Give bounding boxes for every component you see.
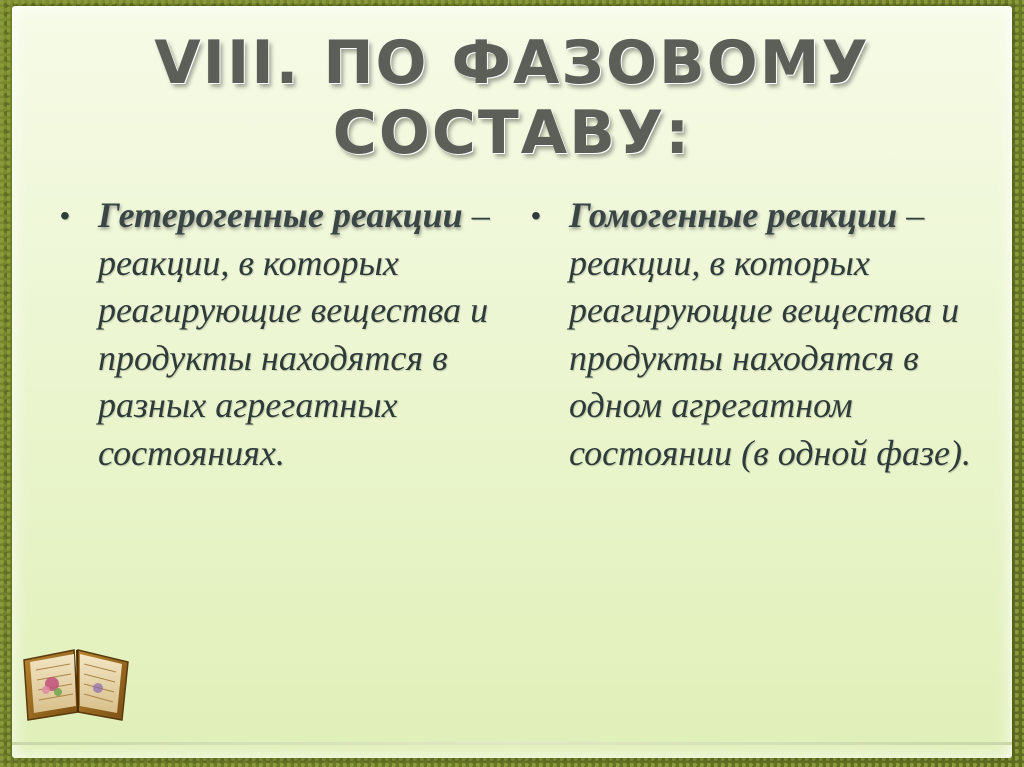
open-book-icon [18, 640, 136, 722]
bullet-marker: • [60, 200, 70, 231]
term-heterogeneous: Гетерогенные реакции [98, 195, 463, 235]
slide-title: VIII. ПО ФАЗОВОМУ СОСТАВУ: [154, 28, 870, 168]
definition-homogeneous: – реакции, в которых реагирующие вещества и продукты находятся в одном агрегатном состоянии (в одной фазе). [569, 195, 971, 473]
slide [12, 6, 1012, 758]
bullet-marker: • [531, 200, 541, 231]
definition-heterogeneous: – реакции, в которых реагирующие вещества и продукты находятся в разных агрегатных состояниях. [98, 195, 490, 473]
bullet-homogeneous [531, 192, 991, 477]
bullet-heterogeneous [60, 192, 510, 477]
bullet-text [98, 192, 510, 477]
bottom-rule [12, 742, 1012, 745]
bullet-text [569, 192, 991, 477]
term-homogeneous: Гомогенные реакции [569, 195, 898, 235]
